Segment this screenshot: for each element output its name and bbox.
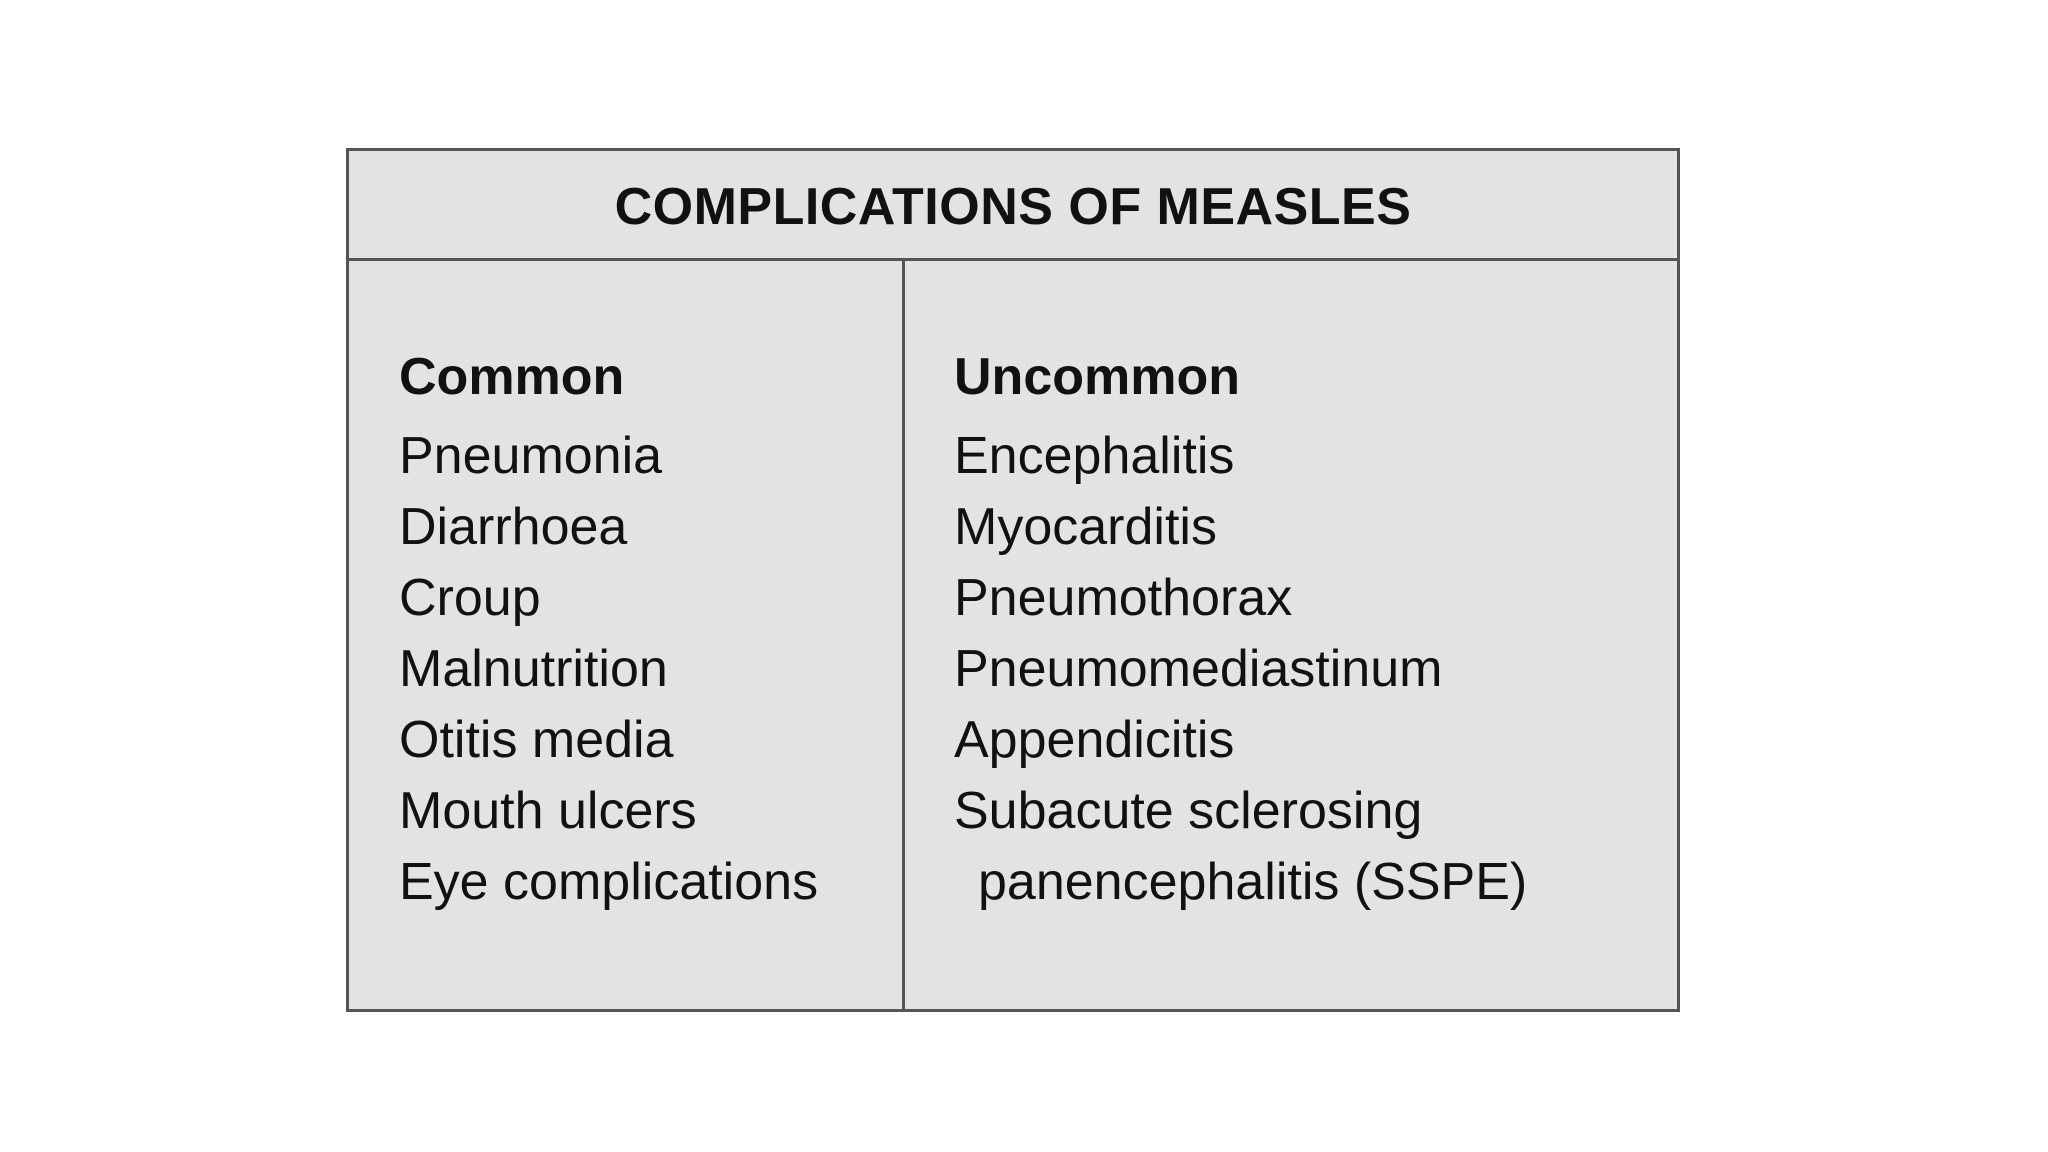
common-item: Otitis media — [399, 711, 674, 769]
common-column — [399, 341, 818, 918]
common-item: Mouth ulcers — [399, 782, 697, 840]
table-title-row — [349, 151, 1677, 261]
common-item: Eye complications — [399, 853, 819, 911]
uncommon-item: Subacute sclerosing — [954, 782, 1423, 840]
uncommon-heading: Uncommon — [954, 348, 1240, 406]
table-title: COMPLICATIONS OF MEASLES — [614, 177, 1412, 236]
uncommon-item: Pneumomediastinum — [954, 640, 1443, 698]
common-heading: Common — [399, 348, 625, 406]
common-item: Pneumonia — [399, 427, 663, 485]
uncommon-item: Encephalitis — [954, 427, 1235, 485]
uncommon-item: Myocarditis — [954, 498, 1217, 556]
complications-table — [346, 148, 1680, 1012]
uncommon-item-continuation: panencephalitis (SSPE) — [978, 853, 1528, 911]
common-item: Malnutrition — [399, 640, 668, 698]
uncommon-item: Pneumothorax — [954, 569, 1293, 627]
common-item: Croup — [399, 569, 541, 627]
uncommon-item: Appendicitis — [954, 711, 1235, 769]
column-divider — [902, 261, 905, 1009]
common-item: Diarrhoea — [399, 498, 628, 556]
uncommon-column — [954, 341, 1527, 918]
